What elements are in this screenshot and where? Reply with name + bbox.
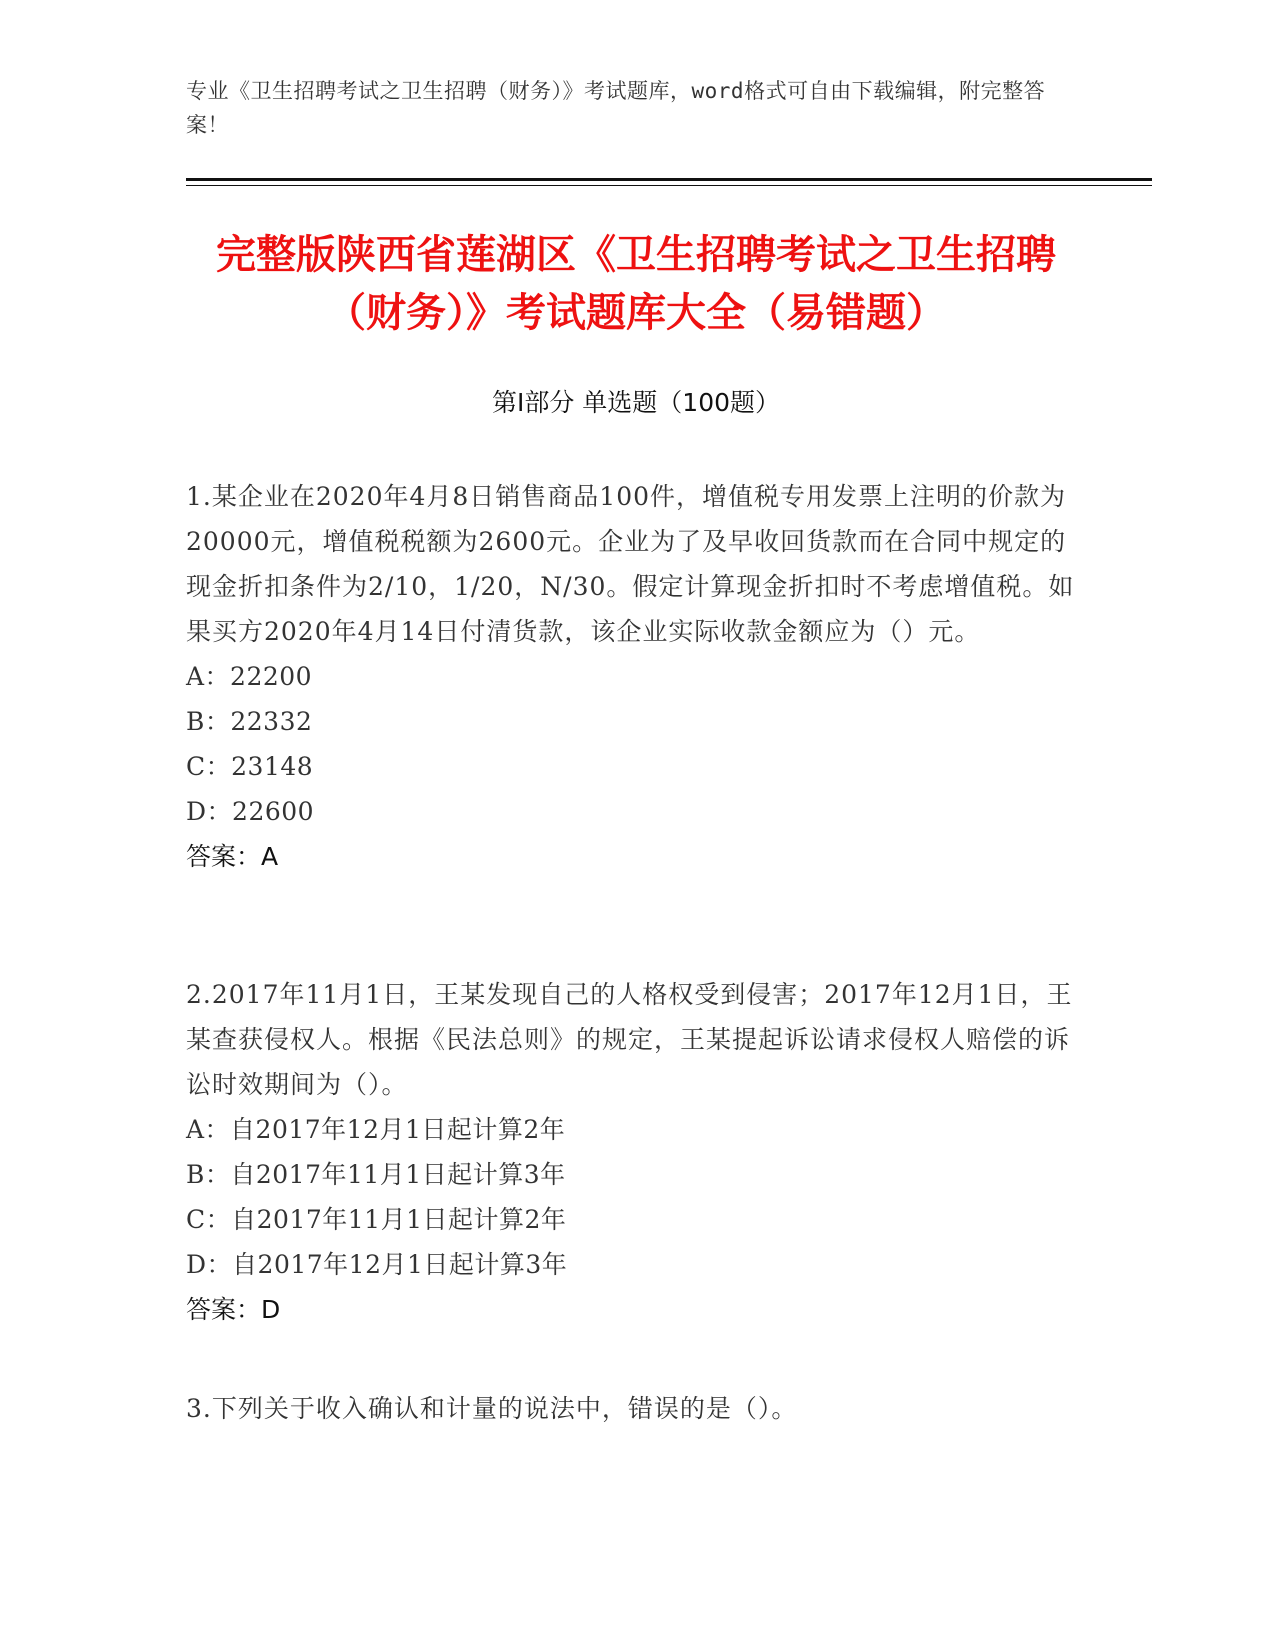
answer-label: 答案：D: [186, 1295, 281, 1324]
question-stem: 2.2017年11月1日，王某发现自己的人格权受到侵害；2017年12月1日，王某查获侵权人。根据《民法总则》的规定，王某提起诉讼请求侵权人赔偿的诉讼时效期间为（）。: [186, 980, 1073, 1099]
document-title: 完整版陕西省莲湖区《卫生招聘考试之卫生招聘（财务）》考试题库大全（易错题）: [216, 232, 1056, 336]
question-2: [186, 972, 1086, 1332]
option-c: C：23148: [186, 752, 314, 781]
answer-label: 答案：A: [186, 842, 279, 871]
option-d: D：22600: [186, 797, 315, 826]
option-a: A：22200: [186, 662, 313, 691]
question-stem: 1.某企业在2020年4月8日销售商品100件，增值税专用发票上注明的价款为20000元，增值税税额为2600元。企业为了及早收回货款而在合同中规定的现金折扣条件为2/10，1/20，N/30。假定计算现金折扣时不考虑增值税。如果买方2020年4月14日付清货款，该企业实际收款金额应为（）元。: [186, 482, 1075, 646]
option-b: B：22332: [186, 707, 313, 736]
header-divider-thick: [186, 178, 1152, 181]
section-title: 第I部分 单选题（100题）: [491, 388, 781, 417]
option-d: D：自2017年12月1日起计算3年: [186, 1250, 568, 1279]
option-c: C：自2017年11月1日起计算2年: [186, 1205, 567, 1234]
question-3: [186, 1386, 1086, 1431]
question-stem: 3.下列关于收入确认和计量的说法中，错误的是（）。: [186, 1394, 798, 1423]
option-a: A：自2017年12月1日起计算2年: [186, 1115, 566, 1144]
header-note: 专业《卫生招聘考试之卫生招聘（财务）》考试题库，word格式可自由下载编辑，附完整答案！: [186, 79, 1046, 137]
header-divider-thin: [186, 185, 1152, 186]
question-1: [186, 474, 1086, 879]
option-b: B：自2017年11月1日起计算3年: [186, 1160, 566, 1189]
